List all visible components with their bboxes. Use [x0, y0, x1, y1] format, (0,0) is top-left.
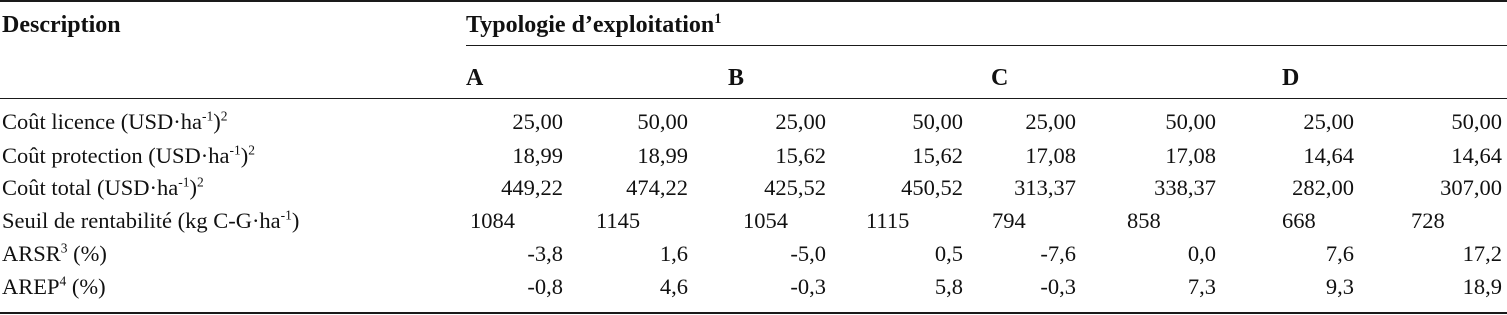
table-cell: 25,00 — [775, 109, 826, 134]
table-cell: 7,6 — [1325, 241, 1354, 266]
table-cell: 794 — [992, 208, 1026, 233]
table-cell: -0,3 — [790, 274, 826, 299]
table-cell: 449,22 — [501, 175, 563, 200]
typology-rule — [466, 45, 1507, 46]
row-label: Seuil de rentabilité (kg $C-G\cdot ha^{-1}$) — [2, 207, 300, 233]
table-cell: 1,6 — [659, 241, 688, 266]
table-cell: 4,6 — [659, 274, 688, 299]
table-cell: 282,00 — [1292, 175, 1354, 200]
typology-header: Typologie d’exploitation$^1$ — [466, 11, 722, 38]
table-cell: 307,00 — [1440, 175, 1502, 200]
table-cell: 313,37 — [1014, 175, 1076, 200]
table-cell: 18,99 — [637, 143, 688, 168]
table-cell: 25,00 — [512, 109, 563, 134]
table-cell: 18,99 — [512, 143, 563, 168]
table-cell: 858 — [1127, 208, 1161, 233]
row-label: AREP$^4$ (%) — [2, 273, 106, 299]
row-label: Coût protection $(USD\cdot ha^{-1})^2$ — [2, 142, 255, 168]
table-cell: 15,62 — [775, 143, 826, 168]
group-header-c: C — [991, 65, 1009, 91]
table-cell: 17,08 — [1165, 143, 1216, 168]
table-cell: 5,8 — [934, 274, 963, 299]
top-rule — [0, 0, 1507, 2]
table-cell: 0,5 — [934, 241, 963, 266]
table-cell: 338,37 — [1154, 175, 1216, 200]
table-cell: 425,52 — [764, 175, 826, 200]
table-cell: 668 — [1282, 208, 1316, 233]
table-cell: 450,52 — [901, 175, 963, 200]
table-cell: 15,62 — [912, 143, 963, 168]
table-cell: 14,64 — [1451, 143, 1502, 168]
group-header-a: A — [466, 65, 484, 91]
table-cell: 50,00 — [912, 109, 963, 134]
row-label: Coût licence $(USD\cdot ha^{-1})^2$ — [2, 108, 228, 134]
typology-footnote: 1 — [714, 11, 722, 27]
group-header-b: B — [728, 65, 745, 91]
table-cell: 17,2 — [1462, 241, 1502, 266]
table-cell: 0,0 — [1187, 241, 1216, 266]
table-cell: 7,3 — [1187, 274, 1216, 299]
table-cell: -3,8 — [527, 241, 563, 266]
table-cell: 50,00 — [1451, 109, 1502, 134]
group-header-d: D — [1282, 65, 1300, 91]
table-cell: 17,08 — [1025, 143, 1076, 168]
table-cell: 9,3 — [1325, 274, 1354, 299]
table-cell: -5,0 — [790, 241, 826, 266]
bottom-rule — [0, 312, 1507, 314]
table-cell: 14,64 — [1303, 143, 1354, 168]
description-header: Description — [2, 12, 121, 38]
table-cell: 18,9 — [1462, 274, 1502, 299]
table-cell: 728 — [1411, 208, 1445, 233]
header-rule — [0, 98, 1507, 99]
table-cell: 474,22 — [626, 175, 688, 200]
row-label: ARSR$^3$ (%) — [2, 240, 107, 266]
table-cell: 50,00 — [637, 109, 688, 134]
table-cell: -7,6 — [1040, 241, 1076, 266]
table-cell: -0,3 — [1040, 274, 1076, 299]
table-cell: 1145 — [596, 208, 641, 233]
table-cell: 50,00 — [1165, 109, 1216, 134]
table-cell: 1115 — [866, 208, 910, 233]
table-cell: 1084 — [470, 208, 515, 233]
table-cell: 1054 — [743, 208, 788, 233]
table-cell: 25,00 — [1303, 109, 1354, 134]
table-cell: 25,00 — [1025, 109, 1076, 134]
row-label: Coût total $(USD\cdot ha^{-1})^2$ — [2, 174, 204, 200]
table-cell: -0,8 — [527, 274, 563, 299]
